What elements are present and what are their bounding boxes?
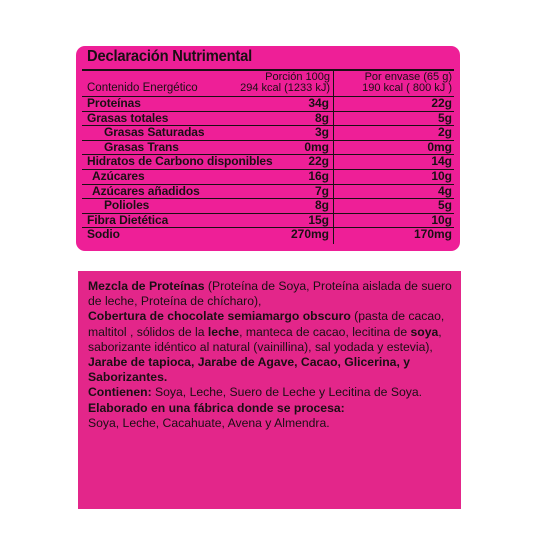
nutrient-row [82,214,454,229]
nutrient-row [82,155,454,170]
per-100g-value: 0mg [304,139,329,154]
per-100g-value: 34g [308,96,329,110]
nutrient-name: Azúcares [92,169,145,183]
nutrient-row [82,97,454,112]
nutrient-name: Proteínas [87,96,141,110]
per-package-value: 14g [431,154,452,169]
per-package-value: 0mg [427,139,452,154]
coating-text-c: , saborizante idéntico al natural (vainillina), sal yodada y estevia), [88,324,442,354]
ingredients-paragraph-5 [88,416,456,431]
per-package-value: 4g [437,183,452,198]
per-package-value: 5g [437,110,452,125]
ingredients-paragraph-2 [88,309,456,385]
facility-heading: Elaborado en una fábrica donde se procesa: [88,400,345,415]
nutrient-row [82,228,454,242]
per-package-value: 10g [431,169,452,183]
nutrient-name: Fibra Dietética [87,212,169,227]
per-package-value: 10g [431,212,452,227]
protein-blend-heading: Mezcla de Proteínas [88,279,205,293]
per-package-value: 170mg [413,227,452,242]
nutrient-name: Sodio [87,227,120,242]
per-100g-value: 8g [314,198,329,213]
nutrition-facts-panel [76,46,460,251]
per-100g-value: 3g [314,125,329,140]
allergen-milk: leche [207,324,240,339]
allergen-soy: soya [410,324,439,339]
ingredients-paragraph-4 [88,401,456,416]
per-100g-value: 7g [314,183,329,198]
contains-heading: Contienen: [88,385,152,400]
coating-text-a: (pasta de cacao, maltitol , sólidos de la [88,309,445,339]
contains-text: Soya, Leche, Suero de Leche y Lecitina de Soya. [151,385,422,400]
protein-blend-text: (Proteína de Soya, Proteína aislada de suero de leche, Proteína de chícharo), [88,279,452,309]
nutrient-name: Polioles [104,198,150,213]
nutrient-name: Grasas Saturadas [104,125,205,140]
ingredients-paragraph-1 [88,279,456,309]
per-package-value: 22g [431,96,452,110]
nutrient-row [82,185,454,200]
nutrition-title: Declaración Nutrimental [87,48,253,65]
per-package-value: 5g [437,198,452,213]
ingredients-paragraph-3 [88,385,456,400]
nutrient-name: Grasas Trans [104,139,179,154]
facility-text: Soya, Leche, Cacahuate, Avena y Almendra. [88,415,330,430]
nutrient-name: Grasas totales [87,110,169,125]
per-100g-value: 270mg [290,227,329,242]
coating-heading: Cobertura de chocolate semiamargo obscuro [88,309,351,324]
per-100g-value: 8g [314,110,329,125]
per-package-value: 2g [437,125,452,140]
nutrient-row [82,170,454,185]
per-100g-value: 22g [308,154,329,169]
coating-text-b: , manteca de cacao, lecitina de [239,324,411,339]
nutrient-row [82,141,454,156]
per-100g-value: 16g [308,169,329,183]
nutrient-row [82,199,454,214]
other-ingredients: Jarabe de tapioca, Jarabe de Agave, Cacao, Glicerina, y Saborizantes. [88,355,410,385]
per-100g-energy: 294 kcal (1233 kJ) [240,82,330,94]
energy-label: Contenido Energético [87,82,198,94]
ingredients-text [88,279,456,431]
per-package-energy: 190 kcal ( 800 kJ ) [362,82,452,94]
per-package-header: Por envase (65 g) [364,71,452,83]
per-100g-header: Porción 100g [265,71,330,83]
per-100g-value: 15g [308,212,329,227]
nutrient-name: Hidratos de Carbono disponibles [87,154,273,169]
ingredients-panel [78,271,461,509]
nutrient-name: Azúcares añadidos [92,183,200,198]
nutrient-row [82,126,454,141]
nutrient-row [82,112,454,127]
